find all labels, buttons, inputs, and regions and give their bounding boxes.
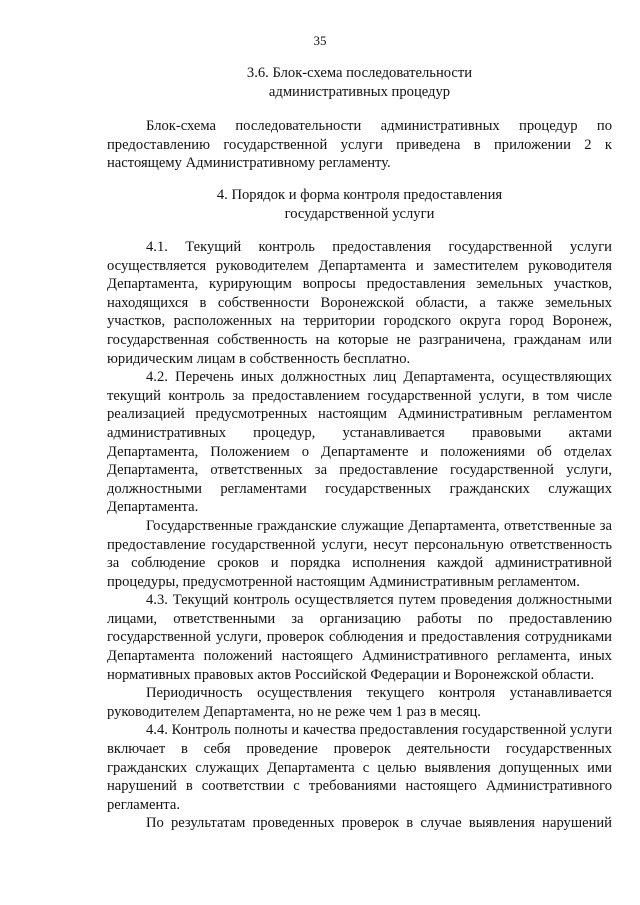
page-number: 35 [313,33,327,48]
paragraph-control-frequency: Периодичность осуществления текущего контроля устанавливается руководителем Департамента, но не реже чем 1 раз в месяц. [107,685,612,720]
section-4-title-line2: государственной услуги [284,205,435,222]
paragraph-4-1: 4.1. Текущий контроль предоставления государственной услуги осуществляется руководителем Департамента и заместителем руководителя Департамента, курирующим вопросы предоставления земельных участков, находящихся в собственности Воронежской области, а также земельных участков, расположенных на территории городского округа город Воронеж, государственная собственность на которые не разграничена, гражданам или юридическим лицам в собственность бесплатно. [107,239,612,367]
paragraph-4-2: 4.2. Перечень иных должностных лиц Департамента, осуществляющих текущий контроль за предоставлением государственной услуги, в том числе реализацией предусмотренных настоящим Административным регламентом административных процедур, устанавливается правовыми актами Департамента, Положением о Департаменте и положениями об отделах Департамента, ответственных за предоставление государственной услуги, должностными регламентами государственных гражданских служащих Департамента. [107,369,612,516]
section-4-heading [107,186,612,223]
section-3-6-heading [107,64,612,101]
paragraph-4-3: 4.3. Текущий контроль осуществляется путем проведения должностными лицами, ответственными за организацию работы по предоставлению государственной услуги, проверок соблюдения и предоставления сотрудниками Департамента положений настоящего Административного регламента, иных нормативных правовых актов Российской Федерации и Воронежской области. [107,592,612,683]
section-4-title-line1: 4. Порядок и форма контроля предоставления [216,187,503,203]
section-4-body [107,238,612,833]
paragraph-inspection-results: По результатам проведенных проверок в случае выявления нарушений [146,815,612,832]
paragraph-civil-servants-responsibility: Государственные гражданские служащие Департамента, ответственные за предоставление государственной услуги, несут персональную ответственность за соблюдение сроков и порядка исполнения каждой административной процедуры, предусмотренной настоящим Административным регламентом. [107,517,612,590]
section-3-6-paragraph: Блок-схема последовательности административных процедур по предоставлению государственной услуги приведена в приложении 2 к настоящему Административному регламенту. [107,118,612,172]
section-3-6-title-line1: 3.6. Блок-схема последовательности [246,65,473,81]
section-3-6-title-line2: административных процедур [268,83,451,100]
paragraph-4-4: 4.4. Контроль полноты и качества предоставления государственной услуги включает в себя проведение проверок деятельности государственных гражданских служащих Департамента с целью выявления допущенных ими нарушений в соответствии с требованиями настоящего Административного регламента. [107,722,612,813]
